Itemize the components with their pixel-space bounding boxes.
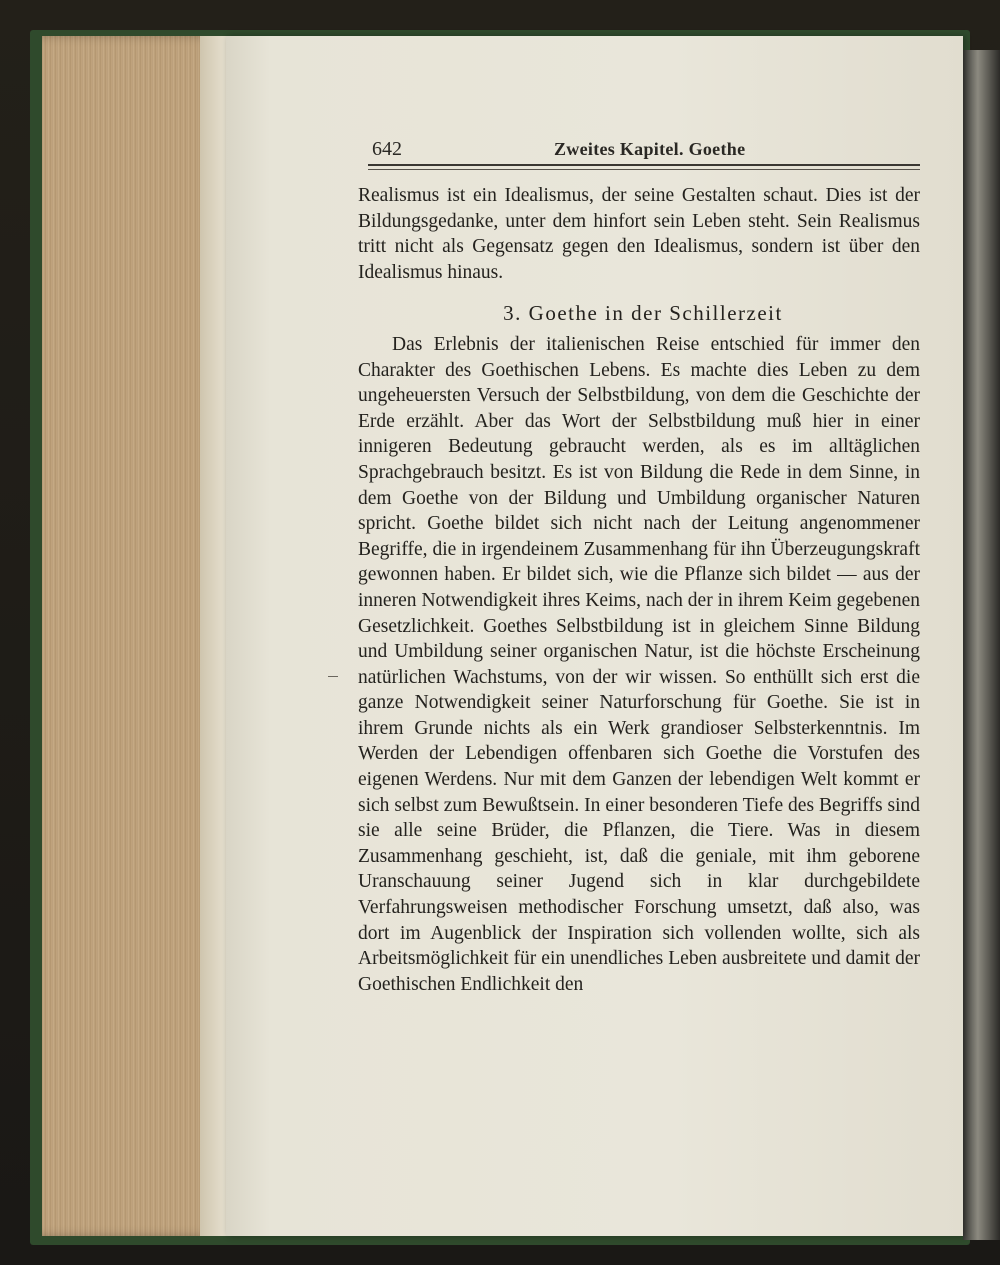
header-rule-thin	[368, 169, 920, 170]
page-stack-edges	[42, 36, 212, 1236]
facing-page-edge	[963, 50, 1000, 1240]
margin-mark	[328, 676, 338, 677]
page-number: 642	[372, 138, 402, 160]
page-gutter	[200, 36, 226, 1236]
section-heading: 3. Goethe in der Schillerzeit	[503, 301, 783, 326]
header-rule-thick	[368, 164, 920, 166]
paragraph: Realismus ist ein Idealismus, der seine Gestalten schaut. Dies ist der Bildungsgedanke, unter dem hinfort sein Leben steht. Sein Realismus tritt nicht als Gegensatz gegen den Idealismus, sondern ist über den Idealismus hinaus.	[358, 185, 920, 283]
body-text	[358, 183, 920, 997]
paragraph: Das Erlebnis der italienischen Reise entschied für immer den Charakter des Goethischen Lebens. Es machte dies Leben zu dem ungeheuersten Versuch der Selbstbildung, von dem die Geschichte der Erde erzählt. Aber das Wort der Selbstbildung muß hier in einer innigeren Bedeutung gebraucht werden, als es im alltäglichen Sprachgebrauch besitzt. Es ist von Bildung die Rede in dem Sinne, in dem Goethe von der Bildung und Umbildung organischer Naturen spricht. Goethe bildet sich nicht nach der Leitung angenommener Begriffe, die in irgendeinem Zusammenhang für ihn Überzeugungskraft gewonnen haben. Er bildet sich, wie die Pflanze sich bildet — aus der inneren Notwendigkeit ihres Keims, nach der in ihrem Keim gegebenen Gesetzlichkeit. Goethes Selbstbildung ist in gleichem Sinne Bildung und Umbildung seiner organischen Natur, ist die höchste Erscheinung natürlichen Wachstums, von der wir wissen. So enthüllt sich erst die ganze Notwendigkeit seiner Naturforschung für Goethe. Sie ist in ihrem Grunde nichts als ein Werk grandioser Selbsterkenntnis. Im Werden der Lebendigen offenbaren sich Goethe die Vorstufen des eigenen Werdens. Nur mit dem Ganzen der lebendigen Welt kommt er sich selbst zum Bewußtsein. In einer besonderen Tiefe des Begriffs sind sie alle seine Brüder, die Pflanzen, die Tiere. Was in diesem Zusammenhang geschieht, ist, daß die geniale, mit ihm geborene Uranschauung seiner Jugend sich in klar durchgebildete Verfahrungsweisen methodischer Forschung umsetzt, daß also, was dort im Augenblick der Inspiration sich vollenden wollte, sich als Arbeitsmöglichkeit für ein unendliches Leben ausbreitete und damit der Goethischen Endlichkeit den	[358, 333, 920, 995]
chapter-title: Zweites Kapitel. Goethe	[554, 139, 746, 159]
